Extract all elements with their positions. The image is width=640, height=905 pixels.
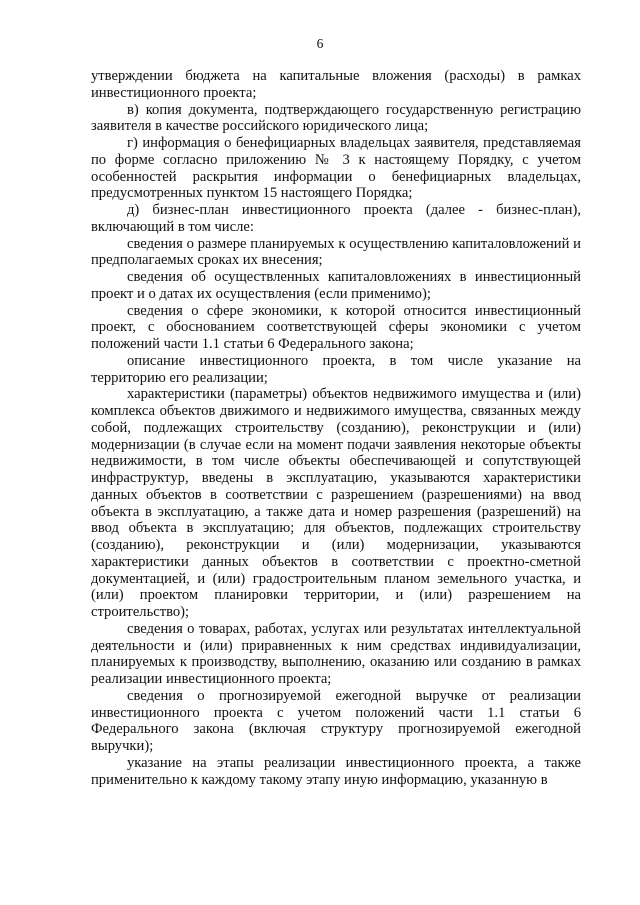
paragraph-investments-made: сведения об осуществленных капиталовложениях в инвестиционный проект и о датах их осуществления (если применимо); [91, 269, 581, 302]
paragraph-property-characteristics: характеристики (параметры) объектов недвижимого имущества и (или) комплекса объектов движимого и недвижимого имущества, связанных между собой, подлежащих строительству (созданию), реконструкции и (или) модернизации (в случае если на момент подачи заявления некоторые объекты недвижимости, в том числе объекты обеспечивающей и сопутствующей инфраструктур, введены в эксплуатацию, указываются характеристики данных объектов в соответствии с разрешением (разрешениями) на ввод объекта в эксплуатацию, а также дата и номер разрешения (разрешений) на ввод объекта в эксплуатацию; для объектов, подлежащих строительству (созданию), реконструкции и (или) модернизации, указываются характеристики данных объектов в соответствии с проектно-сметной документацией, и (или) градостроительным планом земельного участка, и (или) проектом планировки территории, и (или) разрешением на строительство); [91, 386, 581, 620]
paragraph-item-d: д) бизнес-план инвестиционного проекта (далее - бизнес-план), включающий в том числе: [91, 202, 581, 235]
paragraph-item-v: в) копия документа, подтверждающего государственную регистрацию заявителя в качестве российского юридического лица; [91, 101, 581, 135]
paragraph-forecast-revenue: сведения о прогнозируемой ежегодной выручке от реализации инвестиционного проекта с учетом положений части 1.1 статьи 6 Федерального закона (включая структуру прогнозируемой ежегодной выручки); [91, 687, 581, 754]
document-body [91, 68, 581, 788]
page-number: 6 [316, 36, 324, 51]
paragraph-budget-continuation: утверждении бюджета на капитальные вложения (расходы) в рамках инвестиционного проекта; [91, 68, 581, 101]
paragraph-project-stages: указание на этапы реализации инвестиционного проекта, а также применительно к каждому такому этапу иную информацию, указанную в [91, 754, 581, 788]
paragraph-item-g: г) информация о бенефициарных владельцах заявителя, представляемая по форме согласно приложению № 3 к настоящему Порядку, с учетом особенностей раскрытия информации о бенефициарных владельцах, предусмотренных пунктом 15 настоящего Порядка; [91, 135, 581, 202]
paragraph-goods-services: сведения о товарах, работах, услугах или результатах интеллектуальной деятельности и (или) приравненных к ним средствах индивидуализации, планируемых к производству, выполнению, оказанию или созданию в рамках реализации инвестиционного проекта; [91, 620, 581, 687]
paragraph-project-description: описание инвестиционного проекта, в том числе указание на территорию его реализации; [91, 352, 581, 386]
paragraph-economy-sector: сведения о сфере экономики, к которой относится инвестиционный проект, с обоснованием соответствующей сферы экономики с учетом положений части 1.1 статьи 6 Федерального закона; [91, 302, 581, 352]
paragraph-investment-size: сведения о размере планируемых к осуществлению капиталовложений и предполагаемых сроках их внесения; [91, 235, 581, 269]
